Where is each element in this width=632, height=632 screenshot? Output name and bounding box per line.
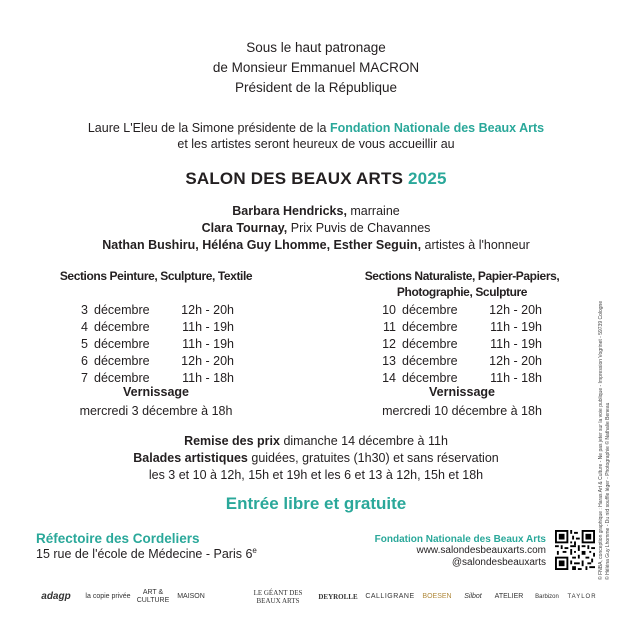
events-block — [0, 433, 632, 484]
schedule-hours: 12h - 20h — [181, 303, 234, 317]
schedule-month: décembre — [94, 371, 150, 385]
venue-name: Réfectoire des Cordeliers — [36, 531, 200, 546]
sponsor-logo: DEYROLLE — [318, 593, 358, 601]
prize-line — [0, 433, 632, 450]
walks-times: les 3 et 10 à 12h, 15h et 19h et les 6 et 13 à 12h, 15h et 18h — [148, 468, 484, 482]
schedule-month: décembre — [402, 303, 458, 317]
honoree-row — [0, 237, 632, 254]
intro-president: Laure L'Eleu de la Simone présidente de la — [87, 121, 330, 135]
honoree-role: artistes à l'honneur — [421, 238, 530, 252]
section-left-schedule — [68, 302, 234, 387]
schedule-row — [68, 302, 234, 319]
sponsor-logo: adagp — [41, 591, 71, 602]
schedule-hours: 11h - 19h — [182, 320, 234, 334]
sponsor-logo: Barbizon — [535, 594, 559, 600]
sponsor-logo: LE GÉANT DES BEAUX ARTS — [253, 589, 303, 605]
sponsor-logo: ART & CULTURE — [136, 589, 170, 604]
schedule-month: décembre — [402, 337, 458, 351]
honorees-block — [0, 203, 632, 254]
walks-text: guidées, gratuites (1h30) et sans réservation — [247, 451, 499, 465]
venue-address-sup: e — [252, 546, 257, 555]
section-right-title-line-2: Photographie, Sculpture — [396, 285, 528, 299]
schedule-hours: 11h - 18h — [490, 371, 542, 385]
contact-org: Fondation Nationale des Beaux Arts — [374, 534, 546, 545]
intro-line-1 — [0, 120, 632, 136]
honoree-name: Barbara Hendricks, — [232, 204, 347, 218]
schedule-day: 10 — [382, 303, 396, 317]
sponsor-logo: Silbot — [464, 593, 482, 600]
honoree-role: Prix Puvis de Chavannes — [287, 221, 431, 235]
honoree-row — [0, 203, 632, 220]
patronage-block — [0, 38, 632, 98]
schedule-month: décembre — [402, 354, 458, 368]
schedule-day: 7 — [81, 371, 88, 385]
credits-vertical — [598, 280, 612, 580]
honoree-name: Nathan Bushiru, Héléna Guy Lhomme, Esther Seguin, — [102, 238, 422, 252]
schedule-day: 4 — [81, 320, 88, 334]
schedule-day: 5 — [81, 337, 88, 351]
honoree-name: Clara Tournay, — [201, 221, 288, 235]
patronage-line-3: Président de la République — [234, 80, 398, 95]
intro-line-2: et les artistes seront heureux de vous accueillir au — [177, 137, 455, 151]
schedule-day: 3 — [81, 303, 88, 317]
schedule-hours: 11h - 18h — [182, 371, 234, 385]
contact-website[interactable]: www.salondesbeauxarts.com — [416, 545, 546, 556]
salon-title-year: 2025 — [408, 169, 447, 188]
sponsor-logo: BOESEN — [422, 593, 452, 600]
schedule-hours: 12h - 20h — [181, 354, 234, 368]
salon-title — [0, 169, 632, 189]
schedule-month: décembre — [94, 354, 150, 368]
sponsor-logo: TAYLOR — [567, 594, 597, 600]
schedule-day: 12 — [382, 337, 396, 351]
section-right-vernissage-date: mercredi 10 décembre à 18h — [382, 404, 542, 418]
schedule-hours: 12h - 20h — [489, 303, 542, 317]
schedule-day: 13 — [382, 354, 396, 368]
section-left-vernissage-label: Vernissage — [122, 385, 189, 399]
schedule-month: décembre — [402, 371, 458, 385]
contact-handle[interactable]: @salondesbeauxarts — [451, 557, 546, 568]
schedule-month: décembre — [94, 303, 150, 317]
schedule-hours: 11h - 19h — [490, 337, 542, 351]
section-left-vernissage-date: mercredi 3 décembre à 18h — [79, 404, 233, 418]
prize-label: Remise des prix — [184, 434, 280, 448]
section-right-vernissage-label: Vernissage — [428, 385, 495, 399]
schedule-day: 11 — [383, 320, 396, 334]
sponsor-logo: CALLIGRANE — [365, 593, 415, 600]
credits-line-2: © Héléna Guy Lhomme - Du nid souffle léger - Photographie © Nathalie Beneau — [605, 402, 611, 580]
section-right-schedule — [376, 302, 542, 387]
schedule-row — [376, 302, 542, 319]
qr-code-icon[interactable] — [555, 530, 595, 570]
contact-block — [340, 534, 546, 569]
sponsor-logos — [36, 583, 596, 613]
patronage-line-2: de Monsieur Emmanuel MACRON — [212, 60, 420, 75]
schedule-hours: 11h - 19h — [490, 320, 542, 334]
entry-banner: Entrée libre et gratuite — [225, 494, 407, 513]
walks-line — [0, 450, 632, 467]
intro-block — [0, 120, 632, 152]
schedule-row — [68, 353, 234, 370]
schedule-row — [376, 336, 542, 353]
credits-line-1: © FNBA, conception graphique : Haras Art & Culture - Ne pas jeter sur la voie publique - Impression Vogrinet - 59739 Cologne — [598, 300, 604, 580]
schedule-hours: 12h - 20h — [489, 354, 542, 368]
schedule-row — [68, 336, 234, 353]
honoree-row — [0, 220, 632, 237]
walks-label: Balades artistiques — [133, 451, 248, 465]
sponsor-logo: ATELIER — [494, 593, 524, 600]
schedule-day: 6 — [81, 354, 88, 368]
venue-address-text: 15 rue de l'école de Médecine - Paris 6 — [36, 547, 253, 562]
schedule-row — [376, 319, 542, 336]
schedule-month: décembre — [94, 337, 150, 351]
schedule-row — [68, 319, 234, 336]
sponsor-logo: MAISON — [177, 593, 205, 600]
schedule-hours: 11h - 19h — [182, 337, 234, 351]
schedule-day: 14 — [382, 371, 396, 385]
schedule-row — [376, 353, 542, 370]
section-left-title: Sections Peinture, Sculpture, Textile — [59, 269, 253, 283]
patronage-line-1: Sous le haut patronage — [246, 40, 386, 55]
section-right-title-line-1: Sections Naturaliste, Papier-Papiers, — [364, 269, 560, 283]
schedule-month: décembre — [402, 320, 458, 334]
foundation-name: Fondation Nationale des Beaux Arts — [329, 121, 545, 135]
sponsor-logo: la copie privée — [85, 593, 131, 600]
prize-text: dimanche 14 décembre à 11h — [279, 434, 448, 448]
section-right-title — [348, 268, 576, 300]
salon-title-main: SALON DES BEAUX ARTS — [185, 169, 409, 188]
venue-address — [36, 546, 257, 561]
schedule-month: décembre — [94, 320, 150, 334]
honoree-role: marraine — [346, 204, 400, 218]
